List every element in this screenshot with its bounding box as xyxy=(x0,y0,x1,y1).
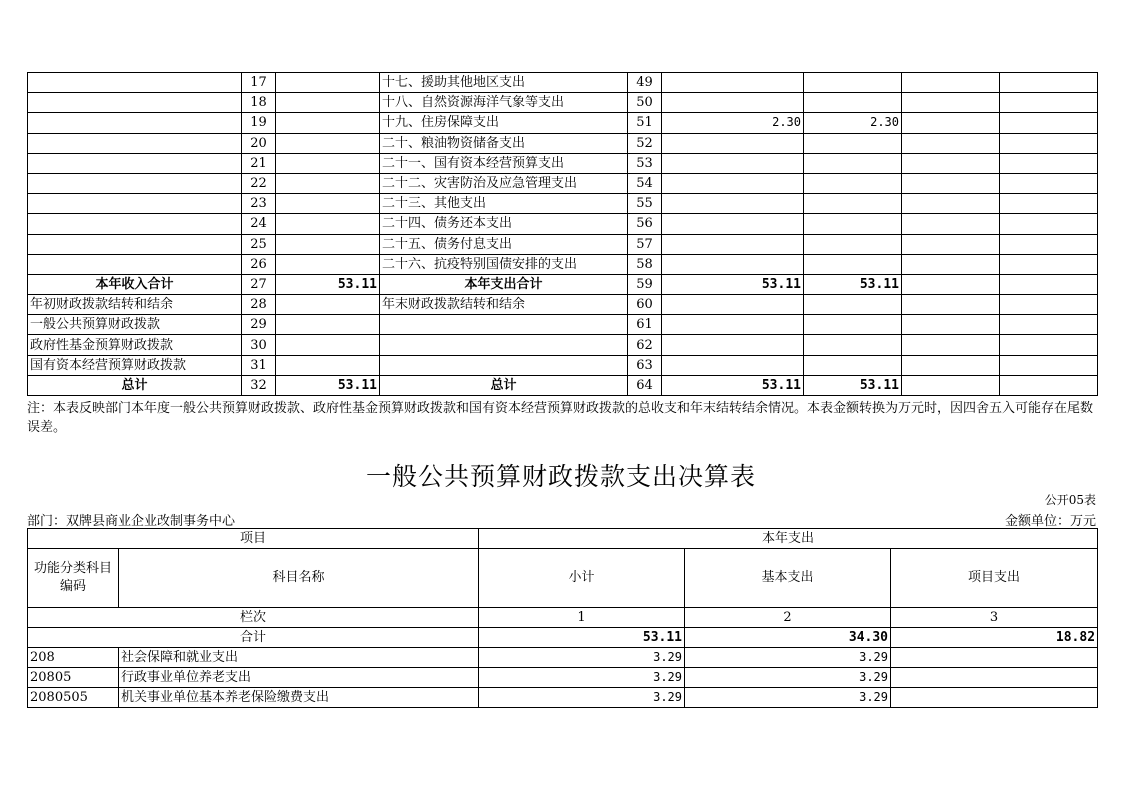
right-row-no: 52 xyxy=(628,133,662,153)
budget-summary-table xyxy=(27,72,1098,396)
table-row xyxy=(28,668,1098,688)
page-title: 一般公共预算财政拨款支出决算表 xyxy=(365,462,756,491)
right-label: 年末财政拨款结转和结余 xyxy=(380,295,628,315)
grand-total-row xyxy=(28,375,1098,395)
table-row xyxy=(28,315,1098,335)
left-label: 政府性基金预算财政拨款 xyxy=(28,335,242,355)
left-amount xyxy=(276,234,380,254)
left-label xyxy=(28,254,242,274)
col-no-2: 2 xyxy=(685,608,891,628)
basic-value: 3.29 xyxy=(685,688,891,708)
right-label: 二十、粮油物资储备支出 xyxy=(380,133,628,153)
right-row-no: 63 xyxy=(628,355,662,375)
amount-col2 xyxy=(804,173,902,193)
amount-col2: 2.30 xyxy=(804,113,902,133)
amount-col4 xyxy=(1000,254,1098,274)
right-label: 二十五、债务付息支出 xyxy=(380,234,628,254)
right-row-no: 50 xyxy=(628,93,662,113)
left-amount xyxy=(276,133,380,153)
project-value xyxy=(891,648,1098,668)
total-basic: 34.30 xyxy=(685,628,891,648)
table-row xyxy=(28,113,1098,133)
right-row-no: 49 xyxy=(628,73,662,93)
subtotal-value: 3.29 xyxy=(479,668,685,688)
amount-col4 xyxy=(1000,335,1098,355)
amount-col4 xyxy=(1000,194,1098,214)
right-row-no: 54 xyxy=(628,173,662,193)
header-item: 项目 xyxy=(28,529,479,549)
amount-col4 xyxy=(1000,153,1098,173)
left-row-no: 26 xyxy=(242,254,276,274)
expense-total-col1: 53.11 xyxy=(662,274,804,294)
amount-col1 xyxy=(662,335,804,355)
grand-total-col1: 53.11 xyxy=(662,375,804,395)
left-label xyxy=(28,173,242,193)
col-basic-header: 基本支出 xyxy=(685,549,891,608)
grand-total-amount: 53.11 xyxy=(276,375,380,395)
left-amount xyxy=(276,113,380,133)
col-project-header: 项目支出 xyxy=(891,549,1098,608)
left-label: 年初财政拨款结转和结余 xyxy=(28,295,242,315)
table-row xyxy=(28,153,1098,173)
income-total-no: 27 xyxy=(242,274,276,294)
left-label xyxy=(28,73,242,93)
amount-col3 xyxy=(902,153,1000,173)
amount-col3 xyxy=(902,214,1000,234)
left-amount xyxy=(276,194,380,214)
right-row-no: 56 xyxy=(628,214,662,234)
amount-col1 xyxy=(662,194,804,214)
amount-col3 xyxy=(902,355,1000,375)
right-row-no: 53 xyxy=(628,153,662,173)
amount-col3 xyxy=(902,194,1000,214)
amount-col3 xyxy=(902,234,1000,254)
right-row-no: 62 xyxy=(628,335,662,355)
left-row-no: 17 xyxy=(242,73,276,93)
amount-col2 xyxy=(804,234,902,254)
right-label: 二十三、其他支出 xyxy=(380,194,628,214)
right-label: 十九、住房保障支出 xyxy=(380,113,628,133)
table-row xyxy=(28,214,1098,234)
amount-col3 xyxy=(902,295,1000,315)
left-row-no: 25 xyxy=(242,234,276,254)
subject-code: 208 xyxy=(28,648,119,668)
basic-value: 3.29 xyxy=(685,648,891,668)
amount-col1 xyxy=(662,214,804,234)
amount-col2 xyxy=(804,335,902,355)
amount-col3 xyxy=(902,113,1000,133)
grand-total-no: 32 xyxy=(242,375,276,395)
left-label xyxy=(28,214,242,234)
amount-col1 xyxy=(662,254,804,274)
table-row xyxy=(28,73,1098,93)
grand-total-label: 总计 xyxy=(28,375,242,395)
row-col-label: 栏次 xyxy=(28,608,479,628)
left-amount xyxy=(276,295,380,315)
amount-col4 xyxy=(1000,93,1098,113)
left-label xyxy=(28,93,242,113)
total-project: 18.82 xyxy=(891,628,1098,648)
right-label: 十八、自然资源海洋气象等支出 xyxy=(380,93,628,113)
amount-col1 xyxy=(662,315,804,335)
amount-col2 xyxy=(804,355,902,375)
left-row-no: 19 xyxy=(242,113,276,133)
amount-col1 xyxy=(662,234,804,254)
header-expense: 本年支出 xyxy=(479,529,1098,549)
right-label: 二十一、国有资本经营预算支出 xyxy=(380,153,628,173)
right-row-no: 55 xyxy=(628,194,662,214)
amount-col3 xyxy=(902,93,1000,113)
right-row-no: 51 xyxy=(628,113,662,133)
amount-col2 xyxy=(804,133,902,153)
amount-col2 xyxy=(804,153,902,173)
amount-col2 xyxy=(804,73,902,93)
expenditure-table xyxy=(27,528,1098,708)
header-row xyxy=(28,549,1098,608)
table-row xyxy=(28,254,1098,274)
amount-col1 xyxy=(662,73,804,93)
total-row xyxy=(28,628,1098,648)
left-label: 国有资本经营预算财政拨款 xyxy=(28,355,242,375)
income-total-row xyxy=(28,274,1098,294)
left-row-no: 23 xyxy=(242,194,276,214)
left-row-no: 30 xyxy=(242,335,276,355)
left-label xyxy=(28,153,242,173)
right-row-no: 58 xyxy=(628,254,662,274)
right-label: 二十二、灾害防治及应急管理支出 xyxy=(380,173,628,193)
left-row-no: 20 xyxy=(242,133,276,153)
right-row-no: 61 xyxy=(628,315,662,335)
right-label xyxy=(380,315,628,335)
col-name-header: 科目名称 xyxy=(119,549,479,608)
left-amount xyxy=(276,173,380,193)
table-row xyxy=(28,648,1098,668)
table-row xyxy=(28,234,1098,254)
left-amount xyxy=(276,254,380,274)
right-label: 十七、援助其他地区支出 xyxy=(380,73,628,93)
amount-col1 xyxy=(662,93,804,113)
left-row-no: 29 xyxy=(242,315,276,335)
amount-col4 xyxy=(1000,173,1098,193)
basic-value: 3.29 xyxy=(685,668,891,688)
amount-col3 xyxy=(902,335,1000,355)
col-subtotal-header: 小计 xyxy=(479,549,685,608)
project-value xyxy=(891,688,1098,708)
left-amount xyxy=(276,214,380,234)
grand-total-col2: 53.11 xyxy=(804,375,902,395)
left-amount xyxy=(276,355,380,375)
left-amount xyxy=(276,315,380,335)
amount-col4 xyxy=(1000,214,1098,234)
amount-col3 xyxy=(902,254,1000,274)
right-label xyxy=(380,355,628,375)
left-amount xyxy=(276,335,380,355)
total-subtotal: 53.11 xyxy=(479,628,685,648)
left-row-no: 21 xyxy=(242,153,276,173)
amount-col2 xyxy=(804,315,902,335)
right-row-no: 57 xyxy=(628,234,662,254)
amount-col4 xyxy=(1000,113,1098,133)
subtotal-value: 3.29 xyxy=(479,648,685,668)
left-row-no: 28 xyxy=(242,295,276,315)
left-amount xyxy=(276,93,380,113)
left-amount xyxy=(276,153,380,173)
col-no-3: 3 xyxy=(891,608,1098,628)
amount-col4 xyxy=(1000,315,1098,335)
right-label xyxy=(380,335,628,355)
expense-total-no: 59 xyxy=(628,274,662,294)
left-row-no: 18 xyxy=(242,93,276,113)
amount-col3 xyxy=(902,315,1000,335)
grand-total-right-label: 总计 xyxy=(380,375,628,395)
subtotal-value: 3.29 xyxy=(479,688,685,708)
amount-col4 xyxy=(1000,133,1098,153)
amount-col2 xyxy=(804,194,902,214)
amount-col3 xyxy=(902,133,1000,153)
expense-total-label: 本年支出合计 xyxy=(380,274,628,294)
grand-total-col3 xyxy=(902,375,1000,395)
expense-total-col2: 53.11 xyxy=(804,274,902,294)
amount-col1 xyxy=(662,295,804,315)
table-row xyxy=(28,173,1098,193)
income-total-label: 本年收入合计 xyxy=(28,274,242,294)
budget-summary-body xyxy=(28,73,1098,396)
table-row xyxy=(28,93,1098,113)
amount-col3 xyxy=(902,173,1000,193)
header-row xyxy=(28,529,1098,549)
amount-col1 xyxy=(662,133,804,153)
table-note: 注：本表反映部门本年度一般公共预算财政拨款、政府性基金预算财政拨款和国有资本经营预算财政拨款的总收支和年末结转结余情况。本表金额转换为万元时，因四舍五入可能存在尾数误差。 xyxy=(27,401,1094,435)
project-value xyxy=(891,668,1098,688)
left-label xyxy=(28,194,242,214)
amount-col4 xyxy=(1000,234,1098,254)
subject-code: 2080505 xyxy=(28,688,119,708)
amount-col3 xyxy=(902,73,1000,93)
col-no-1: 1 xyxy=(479,608,685,628)
left-row-no: 31 xyxy=(242,355,276,375)
expense-total-col4 xyxy=(1000,274,1098,294)
left-amount xyxy=(276,73,380,93)
left-label xyxy=(28,133,242,153)
amount-col4 xyxy=(1000,355,1098,375)
subject-name: 社会保障和就业支出 xyxy=(119,648,479,668)
table-row xyxy=(28,133,1098,153)
amount-col2 xyxy=(804,295,902,315)
unit-label: 金额单位：万元 xyxy=(1004,514,1096,529)
left-label: 一般公共预算财政拨款 xyxy=(28,315,242,335)
table-row xyxy=(28,194,1098,214)
table-row xyxy=(28,688,1098,708)
subject-code: 20805 xyxy=(28,668,119,688)
subject-name: 行政事业单位养老支出 xyxy=(119,668,479,688)
amount-col1 xyxy=(662,153,804,173)
amount-col1: 2.30 xyxy=(662,113,804,133)
amount-col2 xyxy=(804,254,902,274)
amount-col2 xyxy=(804,93,902,113)
table-row xyxy=(28,335,1098,355)
form-code: 公开05表 xyxy=(1044,493,1096,507)
expense-total-col3 xyxy=(902,274,1000,294)
amount-col4 xyxy=(1000,295,1098,315)
grand-total-right-no: 64 xyxy=(628,375,662,395)
amount-col4 xyxy=(1000,73,1098,93)
left-row-no: 22 xyxy=(242,173,276,193)
department-label: 部门：双牌县商业企业改制事务中心 xyxy=(27,514,236,529)
amount-col2 xyxy=(804,214,902,234)
amount-col1 xyxy=(662,355,804,375)
col-code-header: 功能分类科目编码 xyxy=(28,549,119,608)
total-label: 合计 xyxy=(28,628,479,648)
grand-total-col4 xyxy=(1000,375,1098,395)
left-label xyxy=(28,113,242,133)
right-row-no: 60 xyxy=(628,295,662,315)
right-label: 二十六、抗疫特别国债安排的支出 xyxy=(380,254,628,274)
left-label xyxy=(28,234,242,254)
table-row xyxy=(28,355,1098,375)
subject-name: 机关事业单位基本养老保险缴费支出 xyxy=(119,688,479,708)
income-total-amount: 53.11 xyxy=(276,274,380,294)
column-number-row xyxy=(28,608,1098,628)
right-label: 二十四、债务还本支出 xyxy=(380,214,628,234)
table-row xyxy=(28,295,1098,315)
amount-col1 xyxy=(662,173,804,193)
left-row-no: 24 xyxy=(242,214,276,234)
